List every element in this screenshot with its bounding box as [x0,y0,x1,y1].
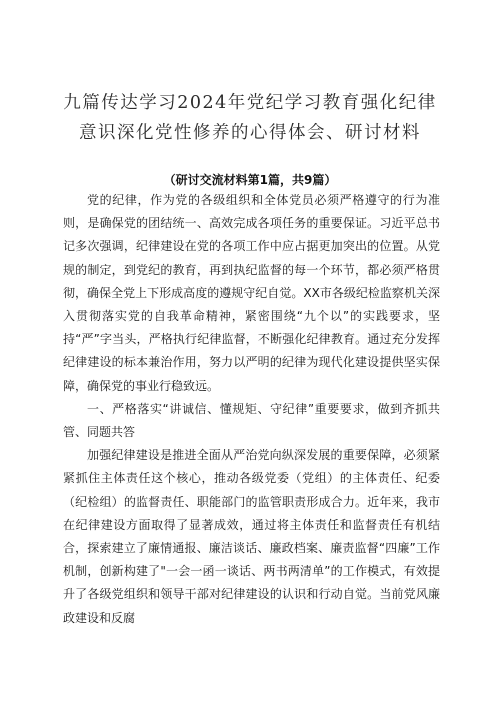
document-subtitle: （研讨交流材料第1篇，共9篇） [163,173,337,187]
title-line-2: 意识深化党性修养的心得体会、研讨材料 [79,123,421,143]
document-title [60,88,440,148]
document-body [63,189,440,630]
paragraph-intro: 党的纪律，作为党的各级组织和全体党员必须严格遵守的行为准则，是确保党的团结统一、高效完成各项任务的重要保证。习近平总书记多次强调，纪律建设在党的各项工作中应占据更加突出的位置。从党规的制定，到党纪的教育，再到执纪监督的每一个环节，都必须严格贯彻，确保全党上下形成高度的遵规守纪自觉。XX市各级纪检监察机关深入贯彻落实党的自我革命精神，紧密围绕“九个以”的实践要求，坚持“严”字当头，严格执行纪律监督，不断强化纪律教育。通过充分发挥纪律建设的标本兼治作用，努力以严明的纪律为现代化建设提供坚实保障，确保党的事业行稳致远。 [63,193,440,393]
title-line-1: 九篇传达学习2024年党纪学习教育强化纪律 [63,93,437,113]
paragraph-section-1: 加强纪律建设是推进全面从严治党向纵深发展的重要保障，必须紧紧抓住主体责任这个核心，推动各级党委（党组）的主体责任、纪委（纪检组）的监督责任、职能部门的监管职责形成合力。近年来，我市在纪律建设方面取得了显著成效，通过将主体责任和监督责任有机结合，探索建立了廉情通报、廉洁谈话、廉政档案、廉责监督“四廉”工作机制，创新构建了"一会一函一谈话、两书两清单”的工作模式，有效提升了各级党组织和领导干部对纪律建设的认识和行动自觉。当前党风廉政建设和反腐 [63,448,440,625]
section-heading-1: 一、严格落实“讲诚信、懂规矩、守纪律”重要要求，做到齐抓共管、同题共答 [63,401,440,440]
